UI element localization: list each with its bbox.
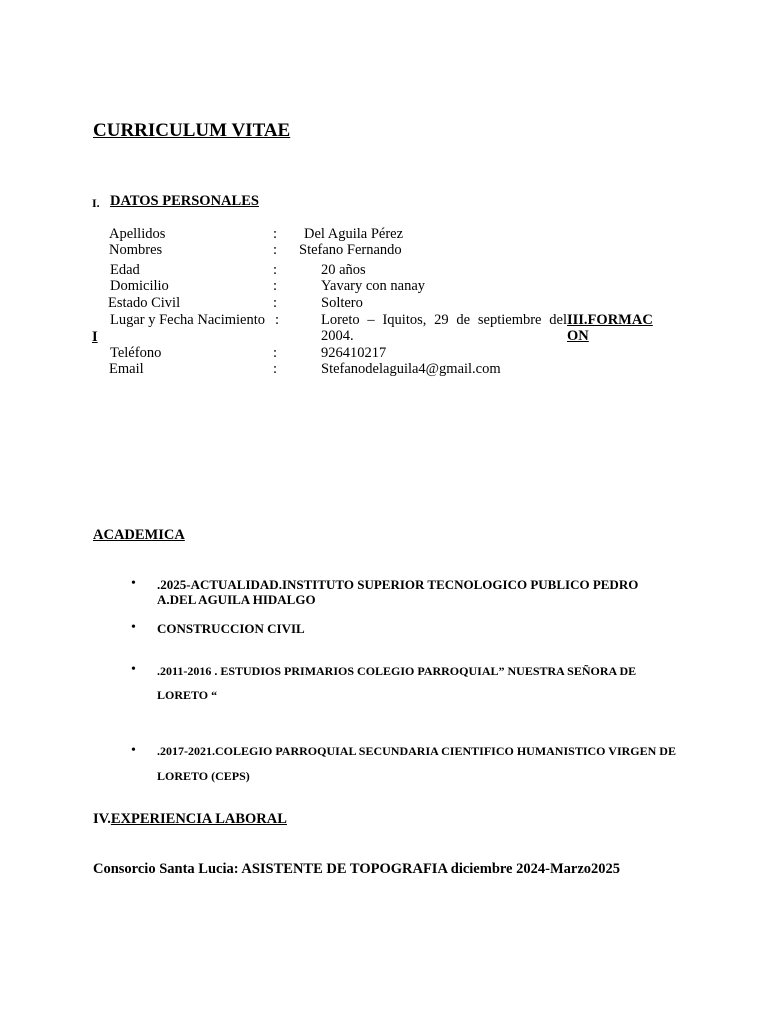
- section-heading-personal: DATOS PERSONALES: [110, 193, 259, 209]
- education-item-line: LORETO “: [157, 688, 218, 702]
- bullet: •: [131, 743, 136, 758]
- field-colon: :: [273, 361, 278, 377]
- section-number-experiencia: IV.: [93, 811, 111, 827]
- field-colon: :: [273, 262, 278, 278]
- bullet: •: [131, 620, 136, 635]
- field-value-estado-civil: Soltero: [321, 295, 363, 311]
- field-value-lugar-fecha-nacimiento: [321, 312, 567, 344]
- education-item-line: .2025-ACTUALIDAD.INSTITUTO SUPERIOR TECNOLOGICO PUBLICO PEDRO: [157, 577, 639, 592]
- field-label-apellidos: Apellidos: [109, 226, 166, 242]
- education-item-line: LORETO (CEPS): [157, 769, 250, 783]
- field-label-estado-civil: Estado Civil: [108, 295, 181, 311]
- field-colon: :: [273, 242, 278, 258]
- field-label-telefono: Teléfono: [110, 345, 162, 361]
- field-label-nombres: Nombres: [109, 242, 163, 258]
- field-value-line: Loreto – Iquitos, 29 de septiembre del: [321, 312, 567, 328]
- experience-entry: Consorcio Santa Lucia: ASISTENTE DE TOPOGRAFIA diciembre 2024-Marzo2025: [93, 861, 621, 877]
- field-value-line: 2004.: [321, 328, 354, 344]
- education-item-line: .2017-2021.COLEGIO PARROQUIAL SECUNDARIA CIENTIFICO HUMANISTICO VIRGEN DE: [157, 744, 676, 758]
- field-label-email: Email: [109, 361, 144, 377]
- section-heading-experiencia: [93, 811, 287, 828]
- education-item-line: A.DEL AGUILA HIDALGO: [157, 592, 316, 607]
- field-value-telefono: 926410217: [321, 345, 387, 361]
- field-label-edad: Edad: [110, 262, 140, 278]
- field-label-lugar-fecha-nacimiento: Lugar y Fecha Nacimiento: [110, 312, 266, 328]
- field-colon: :: [273, 226, 278, 242]
- field-colon: :: [273, 345, 278, 361]
- section-heading-formacion-part: I: [92, 329, 98, 345]
- field-value-edad: 20 años: [321, 262, 366, 278]
- bullet: •: [131, 576, 136, 591]
- education-item-line: CONSTRUCCION CIVIL: [157, 621, 305, 636]
- field-colon: :: [273, 278, 278, 294]
- education-item-line: .2011-2016 . ESTUDIOS PRIMARIOS COLEGIO PARROQUIAL” NUESTRA SEÑORA DE: [157, 664, 637, 678]
- section-heading-formacion-part: III.FORMAC: [567, 312, 653, 328]
- bullet: •: [131, 662, 136, 677]
- document-title: CURRICULUM VITAE: [93, 120, 291, 141]
- section-title-experiencia: EXPERIENCIA LABORAL: [110, 811, 287, 827]
- section-heading-academica: ACADEMICA: [93, 527, 185, 543]
- field-value-nombres: Stefano Fernando: [299, 242, 402, 258]
- field-colon: :: [275, 312, 280, 328]
- field-value-domicilio: Yavary con nanay: [321, 278, 426, 294]
- field-value-apellidos: Del Aguila Pérez: [304, 226, 404, 242]
- field-colon: :: [273, 295, 278, 311]
- field-label-domicilio: Domicilio: [110, 278, 169, 294]
- section-heading-formacion-part: ON: [567, 328, 589, 344]
- section-number-personal: I.: [92, 196, 100, 210]
- field-value-email: Stefanodelaguila4@gmail.com: [321, 361, 501, 377]
